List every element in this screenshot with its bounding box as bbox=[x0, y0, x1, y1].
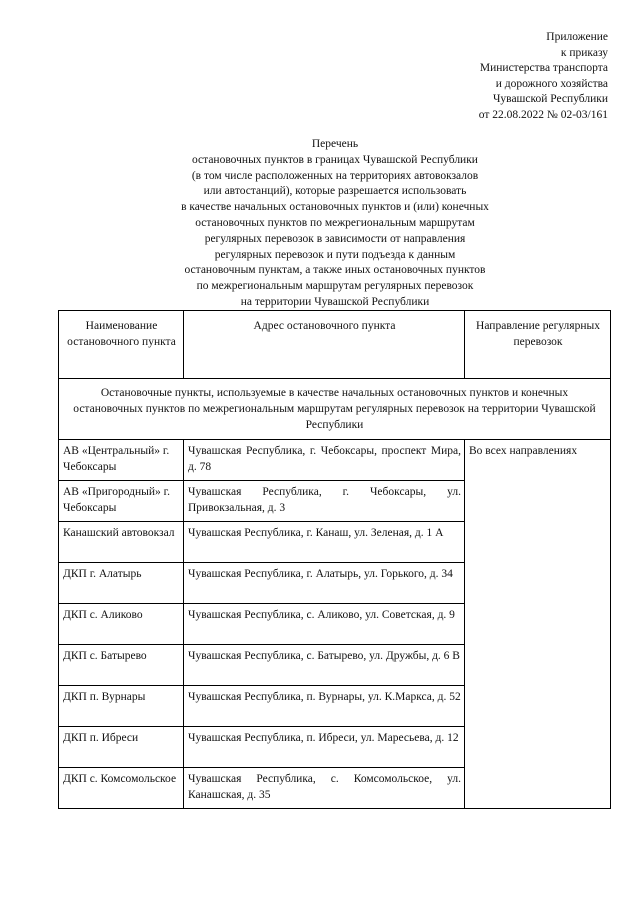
title-line: (в том числе расположенных на территориях автовокзалов bbox=[191, 169, 479, 182]
stop-address: Чувашская Республика, с. Аликово, ул. Советская, д. 9 bbox=[184, 604, 465, 645]
header-direction: Направление регулярных перевозок bbox=[465, 311, 611, 379]
title-line: на территории Чувашской Республики bbox=[240, 295, 430, 308]
appendix-line: и дорожного хозяйства bbox=[495, 77, 608, 90]
title-line: регулярных перевозок в зависимости от направления bbox=[204, 232, 466, 245]
header-address: Адрес остановочного пункта bbox=[184, 311, 465, 379]
stop-name: АВ «Пригородный» г. Чебоксары bbox=[59, 481, 184, 522]
stop-name: ДКП с. Аликово bbox=[59, 604, 184, 645]
title-line: остановочных пунктов в границах Чувашской Республики bbox=[192, 153, 478, 166]
appendix-line: Приложение bbox=[546, 31, 608, 43]
header-name: Наименование остановочного пункта bbox=[59, 311, 184, 379]
stop-address: Чувашская Республика, г. Чебоксары, проспект Мира, д. 78 bbox=[184, 440, 465, 481]
stop-name: АВ «Центральный» г. Чебоксары bbox=[59, 440, 184, 481]
stops-table bbox=[58, 310, 611, 809]
table-row bbox=[59, 440, 611, 481]
title-line: в качестве начальных остановочных пунктов и (или) конечных bbox=[181, 201, 489, 214]
stop-address: Чувашская Республика, г. Чебоксары, ул. Привокзальная, д. 3 bbox=[184, 481, 465, 522]
appendix-line: Чувашской Республики bbox=[492, 93, 608, 106]
title-line: Перечень bbox=[311, 138, 359, 150]
stop-name: ДКП п. Ибреси bbox=[59, 727, 184, 768]
stop-name: ДКП п. Вурнары bbox=[59, 686, 184, 727]
title-line: по межрегиональным маршрутам регулярных перевозок bbox=[196, 280, 474, 293]
stop-address: Чувашская Республика, с. Батырево, ул. Дружбы, д. 6 В bbox=[184, 645, 465, 686]
stop-name: ДКП с. Батырево bbox=[59, 645, 184, 686]
stop-name: ДКП с. Комсомольское bbox=[59, 768, 184, 809]
direction-cell: Во всех направлениях bbox=[465, 440, 611, 809]
title-line: остановочных пунктов по межрегиональным маршрутам bbox=[195, 216, 475, 229]
stop-address: Чувашская Республика, с. Комсомольское, ул. Канашская, д. 35 bbox=[184, 768, 465, 809]
document-title bbox=[60, 137, 610, 311]
stop-address: Чувашская Республика, г. Алатырь, ул. Горького, д. 34 bbox=[184, 563, 465, 604]
appendix-line: от 22.08.2022 № 02-03/161 bbox=[478, 108, 608, 121]
title-line: или автостанций), которые разрешается использовать bbox=[203, 185, 467, 198]
section-heading: Остановочные пункты, используемые в качестве начальных остановочных пунктов и конечных остановочных пунктов по межрегиональным маршрутам регулярных перевозок на территории Чувашской Республики bbox=[59, 379, 611, 440]
appendix-block bbox=[479, 30, 608, 124]
stop-name: Канашский автовокзал bbox=[59, 522, 184, 563]
section-row bbox=[59, 379, 611, 440]
table-header-row bbox=[59, 311, 611, 379]
stop-address: Чувашская Республика, п. Вурнары, ул. К.Маркса, д. 52 bbox=[184, 686, 465, 727]
title-line: остановочным пунктам, а также иных остановочных пунктов bbox=[184, 264, 486, 277]
appendix-line: к приказу bbox=[560, 46, 608, 59]
stop-address: Чувашская Республика, г. Канаш, ул. Зеленая, д. 1 А bbox=[184, 522, 465, 563]
appendix-line: Министерства транспорта bbox=[479, 62, 608, 75]
title-line: регулярных перевозок и пути подъезда к данным bbox=[214, 248, 456, 261]
stop-address: Чувашская Республика, п. Ибреси, ул. Маресьева, д. 12 bbox=[184, 727, 465, 768]
stop-name: ДКП г. Алатырь bbox=[59, 563, 184, 604]
